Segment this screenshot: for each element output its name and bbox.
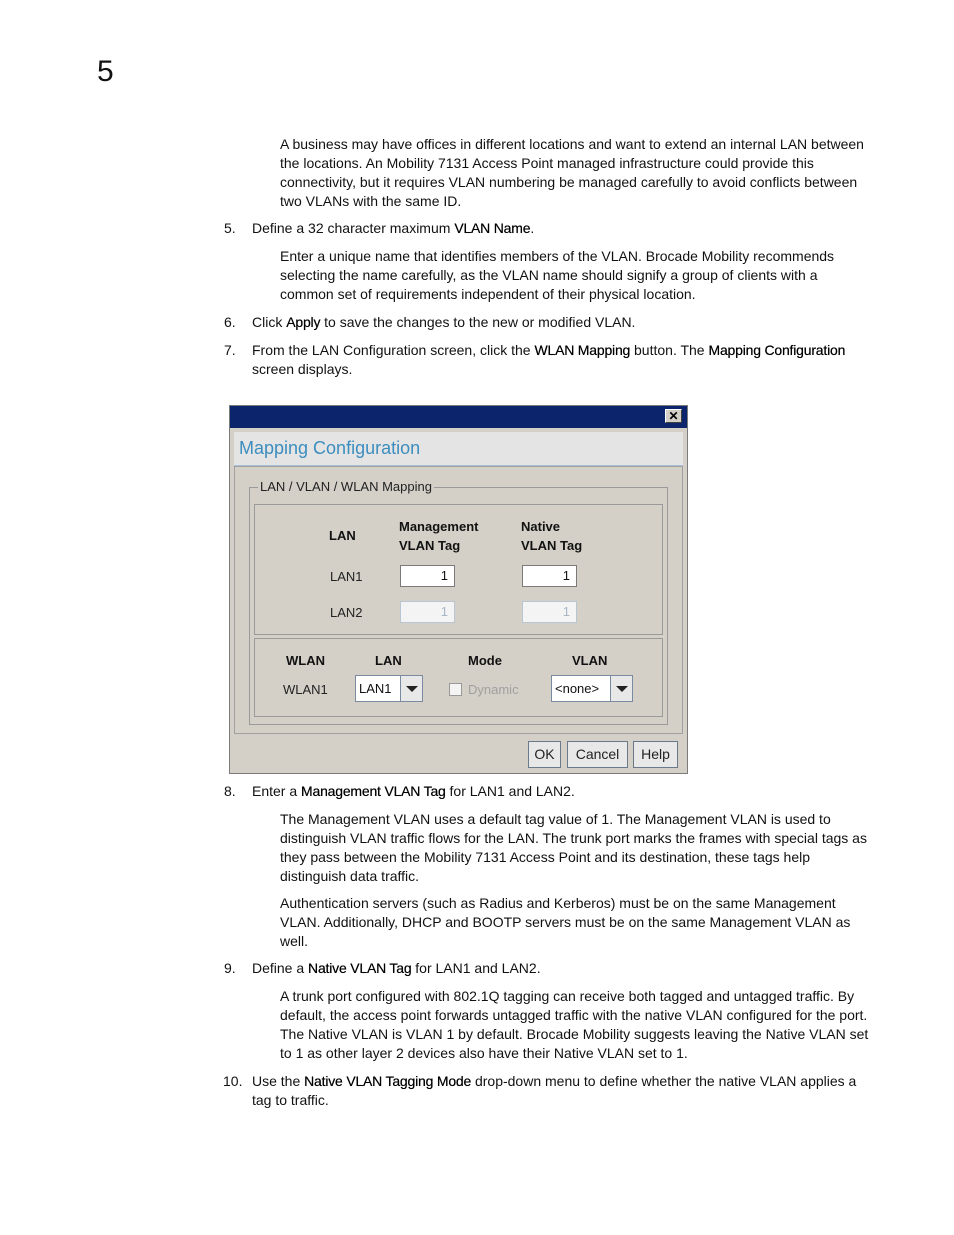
chapter-number: 5 [97, 55, 114, 88]
step-text: Enter a [252, 783, 302, 799]
wlan1-label: WLAN1 [283, 682, 328, 697]
step-text: From the LAN Configuration screen, click the [252, 342, 535, 358]
step-text: screen displays. [252, 361, 353, 377]
dropdown-value: <none> [555, 681, 600, 696]
step-number: 5. [224, 220, 236, 236]
cancel-button[interactable]: Cancel [567, 741, 628, 768]
dropdown-value: LAN1 [359, 681, 392, 696]
native-header-line2: VLAN Tag [521, 538, 583, 553]
mode-column-header: Mode [468, 653, 502, 668]
step8-paragraph-1: The Management VLAN uses a default tag value of 1. The Management VLAN is used to distinguish VLAN traffic flows for the LAN. The trunk port marks the frames with special tags as they pass between the Mobility 7131 Access Point and its destination, these tags help distinguish data traffic. [280, 811, 867, 884]
step8-paragraph-2: Authentication servers (such as Radius and Kerberos) must be on the same Management VLAN. Additionally, DHCP and BOOTP servers must be on the same Management VLAN as well. [280, 895, 851, 949]
step-number: 7. [224, 342, 236, 358]
step-text: for LAN1 and LAN2. [445, 783, 575, 799]
lan-vlan-panel [254, 504, 663, 635]
chevron-down-icon[interactable] [400, 676, 422, 701]
step-text: to save the changes to the new or modified VLAN. [320, 314, 636, 330]
dialog-header [234, 432, 683, 467]
wlan-column-header: WLAN [286, 653, 325, 668]
step-text: Click [252, 314, 287, 330]
step-text: button. The [630, 342, 709, 358]
dialog-title: Mapping Configuration [239, 438, 421, 458]
ui-term: Apply [286, 314, 321, 330]
intro-paragraph: A business may have offices in different locations and want to extend an internal LAN between the locations. An Mobility 7131 Access Point managed infrastructure could provide this connectivity, but it requires VLAN numbering be managed carefully to avoid conflicts between two VLANs with the same ID. [280, 136, 864, 209]
step9-paragraph: A trunk port configured with 802.1Q tagging can receive both tagged and untagged traffic. By default, the access point forwards untagged traffic with the native VLAN configured for the port. The Native VLAN is VLAN 1 by default. Brocade Mobility suggests leaving the Native VLAN set to 1 as other layer 2 devices also have their Native VLAN set to 1. [280, 988, 869, 1061]
step5-paragraph: Enter a unique name that identifies members of the VLAN. Brocade Mobility recommends selecting the name carefully, as the VLAN name should signify a group of clients with a common set of requirements independent of their physical location. [280, 248, 835, 302]
step-text: . [530, 220, 535, 236]
ui-term: WLAN Mapping [534, 342, 631, 358]
wlan1-lan-dropdown[interactable] [355, 675, 423, 702]
dynamic-label: Dynamic [468, 682, 519, 697]
lan1-native-vlan-field[interactable]: 1 [522, 565, 577, 587]
lan2-label: LAN2 [330, 605, 363, 620]
lan-column-header: LAN [329, 528, 356, 543]
step-text: drop-down menu to define whether the native VLAN applies a tag to traffic. [252, 1073, 857, 1108]
ui-term: VLAN Name [454, 220, 531, 236]
group-title: LAN / VLAN / WLAN Mapping [260, 479, 432, 494]
dialog-titlebar [230, 406, 687, 428]
step-number: 6. [224, 314, 236, 330]
ui-term: Native VLAN Tag [308, 960, 412, 976]
lan2-native-vlan-field[interactable]: 1 [522, 601, 577, 623]
help-button[interactable]: Help [633, 741, 678, 768]
step-number: 9. [224, 960, 236, 976]
vlan-column-header: VLAN [572, 653, 608, 668]
chevron-down-icon[interactable] [610, 676, 632, 701]
lan1-label: LAN1 [330, 569, 363, 584]
step-text: for LAN1 and LAN2. [411, 960, 541, 976]
mapping-configuration-dialog [229, 405, 688, 774]
wlan-lan-column-header: LAN [375, 653, 402, 668]
step-text: Use the [252, 1073, 305, 1089]
step-number: 8. [224, 783, 236, 799]
dynamic-checkbox[interactable] [449, 683, 462, 696]
wlan1-vlan-dropdown[interactable] [551, 675, 633, 702]
ui-term: Mapping Configuration [708, 342, 846, 358]
dialog-content [234, 466, 683, 734]
close-button[interactable]: ✕ [665, 409, 682, 423]
mapping-group [249, 479, 668, 725]
wlan-mapping-panel [254, 638, 663, 717]
step-text: Define a [252, 960, 309, 976]
step-text: Define a 32 character maximum [252, 220, 455, 236]
step-number: 10. [223, 1073, 243, 1089]
ui-term: Native VLAN Tagging Mode [304, 1073, 472, 1089]
management-header-line2: VLAN Tag [399, 538, 461, 553]
lan1-management-vlan-field[interactable]: 1 [400, 565, 455, 587]
native-header-line1: Native [521, 519, 561, 534]
ok-button[interactable]: OK [528, 741, 561, 768]
management-header-line1: Management [399, 519, 479, 534]
ui-term: Management VLAN Tag [301, 783, 446, 799]
lan2-management-vlan-field[interactable]: 1 [400, 601, 455, 623]
